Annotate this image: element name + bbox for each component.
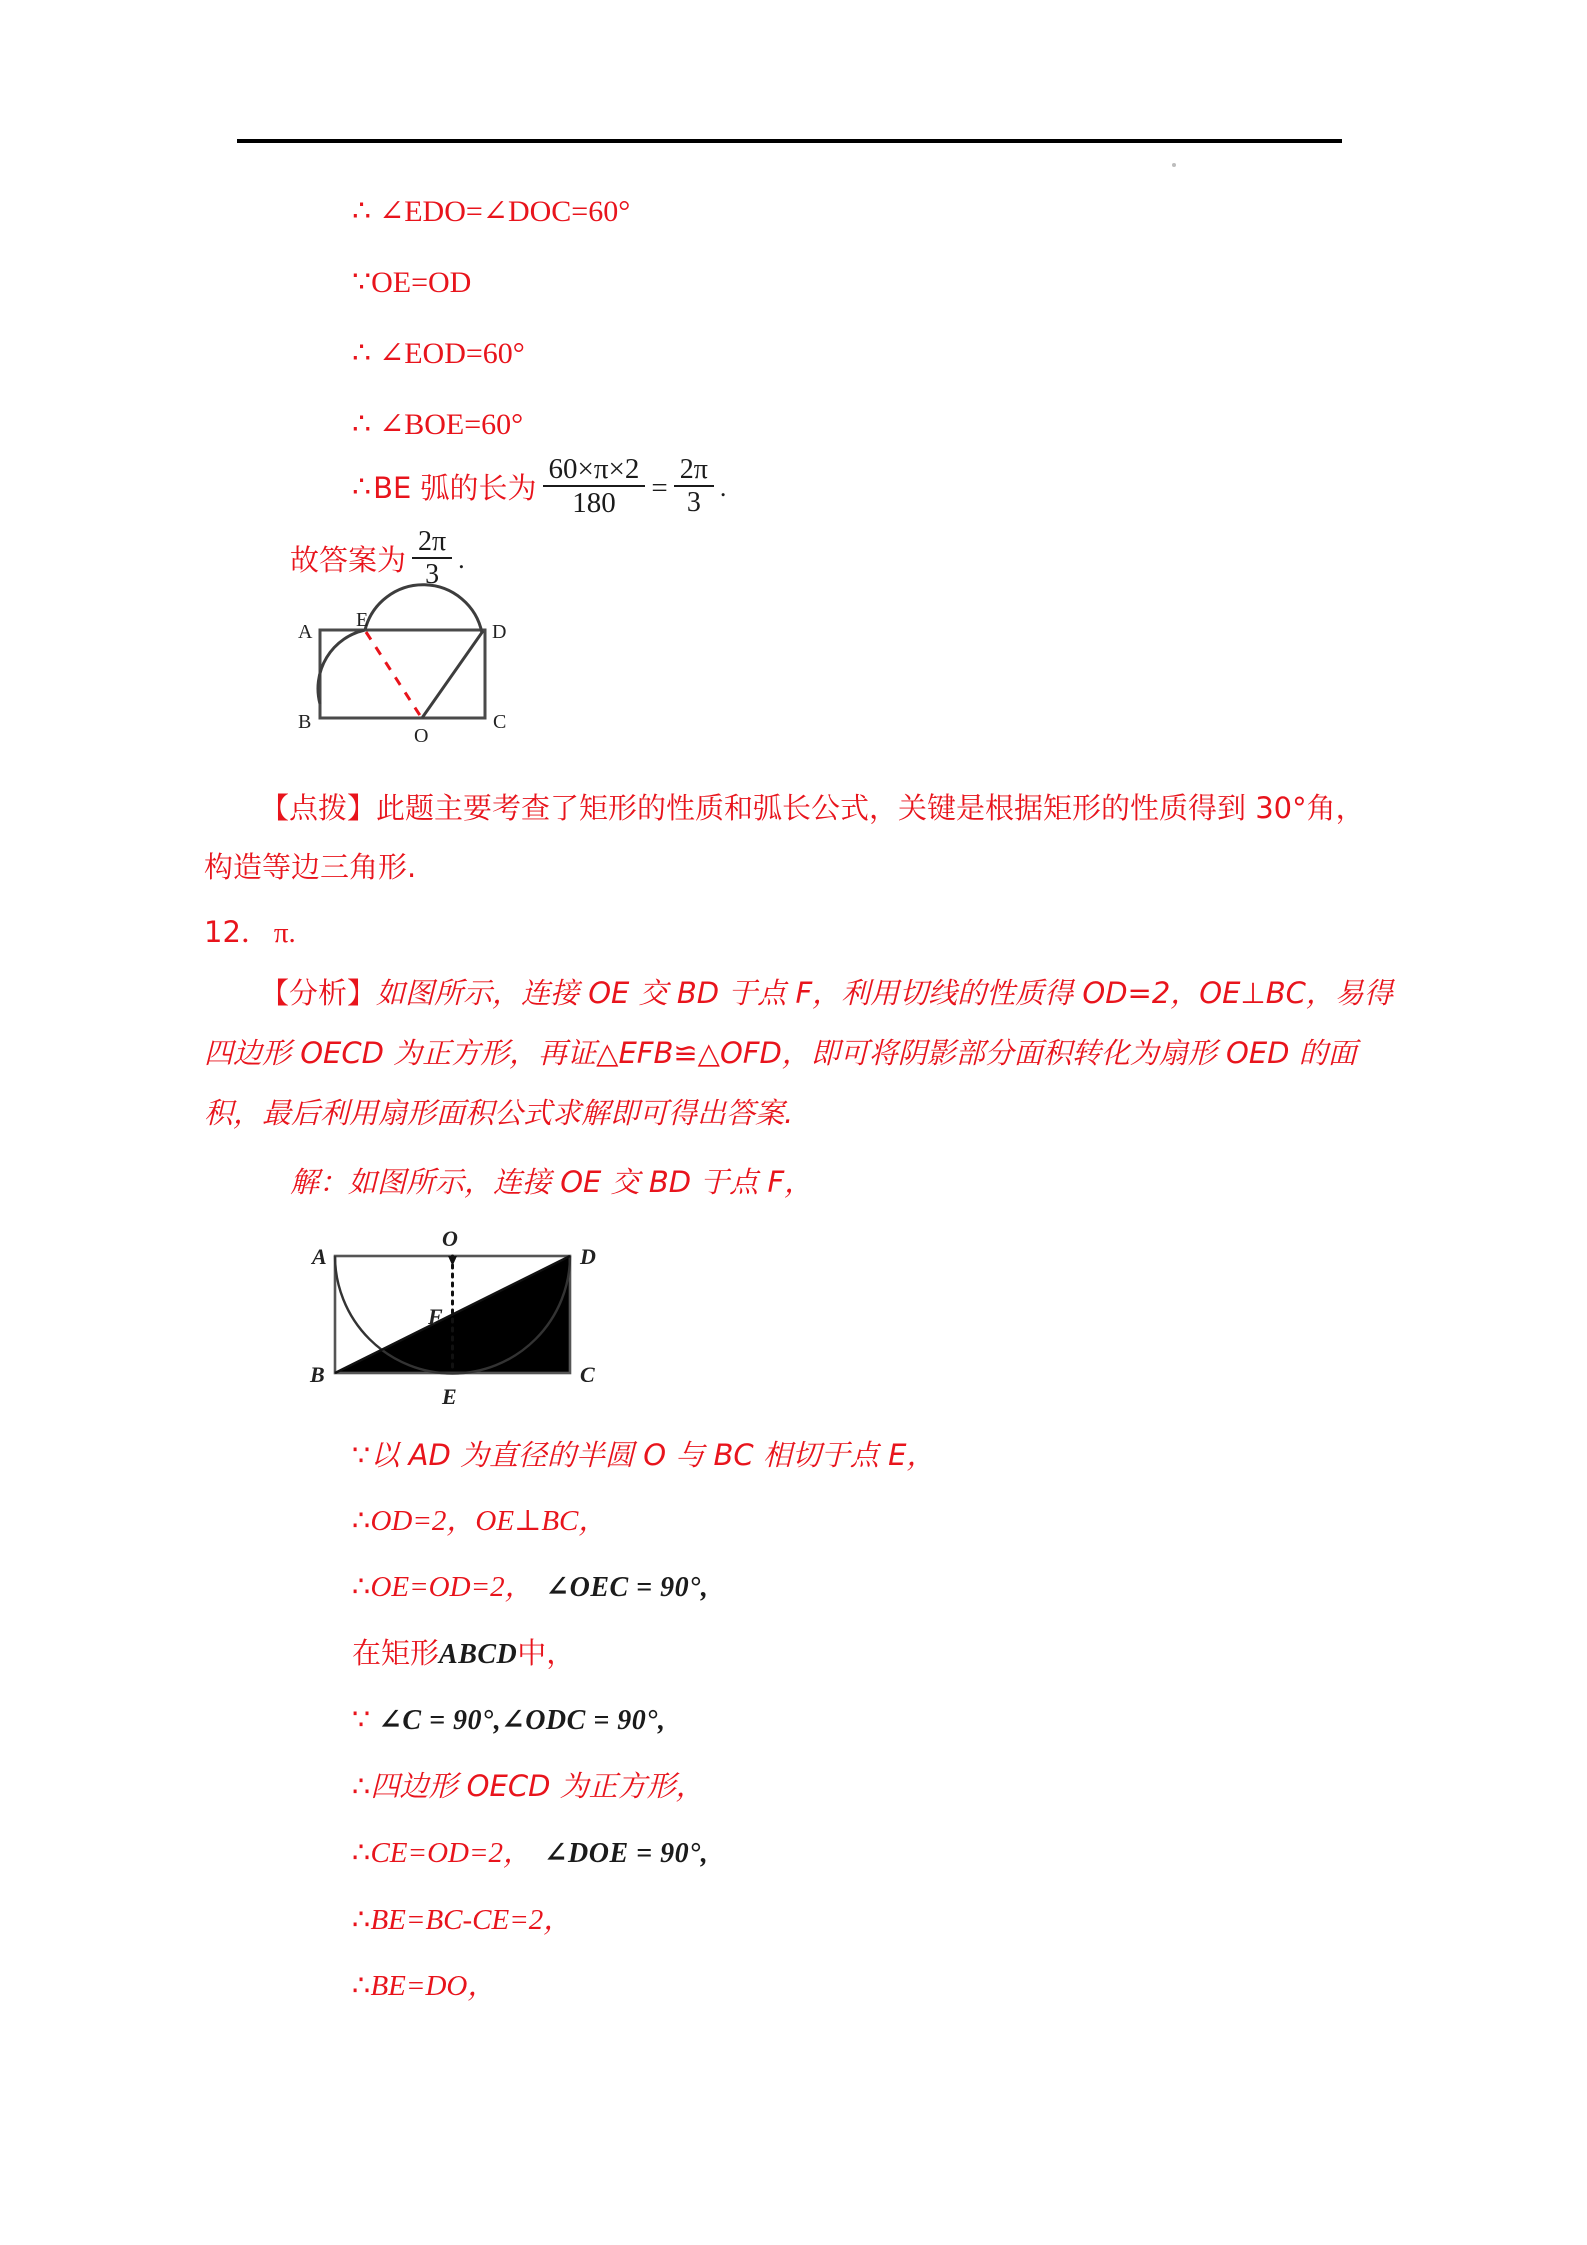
proof2-line-3 [352, 1569, 709, 1603]
proof2-line-8-text: BE=BC-CE=2， [370, 1904, 573, 1936]
segment-od [422, 631, 483, 718]
equals-sign: = [651, 471, 668, 504]
item-12-heading [204, 915, 296, 949]
rectangle-abcd-outline [320, 630, 485, 718]
therefore-symbol: ∴ [352, 1503, 371, 1537]
answer-fraction-denominator: 3 [425, 559, 440, 591]
proof2-line-1-text: 以 AD 为直径的半圆 O 与 BC 相切于点 E， [370, 1438, 936, 1472]
arc-be-left [318, 630, 365, 704]
analysis-line-3 [204, 1096, 794, 1130]
proof2-line-2 [352, 1503, 608, 1537]
proof2-line-6-text: 四边形 OECD 为正方形， [370, 1769, 705, 1803]
figure2-label-E: E [442, 1384, 457, 1409]
arc-fraction-1-numerator: 60×π×2 [548, 453, 640, 485]
point-o-marker [448, 1256, 457, 1266]
analysis-tag: 【分析】 [260, 976, 377, 1010]
proof-line-3 [352, 339, 525, 369]
proof2-line-2-text: OD=2，OE⊥BC， [370, 1505, 608, 1537]
therefore-symbol: ∴ [352, 337, 372, 370]
figure-rectangle-arc [290, 608, 550, 758]
proof2-line-6 [352, 1769, 705, 1803]
proof-line-3-text: ∠EOD=60° [379, 337, 525, 370]
therefore-symbol: ∴ [352, 1769, 371, 1803]
proof2-line-8 [352, 1902, 573, 1936]
figure2-label-C: C [580, 1362, 595, 1387]
proof2-line-1 [352, 1438, 936, 1472]
proof-line-4-text: ∠BOE=60° [379, 408, 524, 441]
arc-fraction-2 [674, 454, 714, 519]
dashed-segment-eo [366, 632, 421, 717]
figure2-label-F: F [428, 1304, 443, 1329]
figure2-label-O: O [442, 1226, 458, 1251]
arc-line-period: . [719, 473, 727, 503]
proof2-line-3-text: OE=OD=2， [370, 1571, 534, 1603]
therefore-symbol: ∴ [352, 1569, 371, 1603]
proof-line-1-text: ∠EDO=∠DOC=60° [379, 195, 631, 228]
hint-line-2 [204, 850, 417, 884]
proof2-line-5-equation: ∠C = 90°,∠ODC = 90°, [378, 1705, 666, 1736]
proof2-line-5 [352, 1702, 666, 1736]
arc-fraction-1-denominator: 180 [572, 487, 616, 520]
figure1-label-A: A [298, 621, 313, 643]
analysis-line-1-text: 如图所示，连接 OE 交 BD 于点 F，利用切线的性质得 OD=2，OE⊥BC，易得 [376, 976, 1393, 1010]
answer-fraction-numerator: 2π [418, 526, 447, 557]
hint-line-1-text: 此题主要考查了矩形的性质和弧长公式，关键是根据矩形的性质得到 30°角， [376, 791, 1365, 825]
arc-length-line [352, 455, 726, 522]
proof2-line-9 [352, 1968, 497, 2002]
solution-prefix: 解： [290, 1165, 349, 1199]
proof2-line-4 [352, 1636, 576, 1670]
proof2-line-7 [352, 1835, 709, 1869]
solution-line [290, 1165, 814, 1199]
proof2-line-4-suffix: 中， [517, 1636, 576, 1670]
arc-fraction-2-denominator: 3 [686, 487, 701, 519]
figure1-label-B: B [298, 711, 312, 733]
proof2-line-7-equation: ∠DOE = 90°, [544, 1838, 709, 1869]
answer-fraction [412, 526, 452, 591]
because-symbol: ∵ [352, 1438, 371, 1472]
shaded-region [335, 1256, 584, 1446]
therefore-symbol: ∴ [352, 1902, 371, 1936]
proof-line-2 [352, 268, 471, 298]
item-12-number: 12． [204, 915, 270, 949]
arc-length-prefix: BE 弧的长为 [373, 470, 537, 505]
proof2-line-4-prefix: 在矩形 [352, 1636, 440, 1670]
because-symbol: ∵ [352, 1702, 371, 1736]
figure1-label-O: O [414, 725, 429, 747]
answer-prefix: 故答案为 [290, 542, 407, 577]
therefore-symbol: ∴ [352, 471, 372, 505]
proof-line-2-text: OE=OD [371, 266, 472, 299]
arc-fraction-1 [543, 453, 646, 520]
answer-line-period: . [458, 545, 465, 575]
item-12-answer: π. [273, 917, 296, 949]
figure2-label-A: A [312, 1244, 327, 1269]
therefore-symbol: ∴ [352, 195, 372, 228]
proof2-line-7-text: CE=OD=2， [370, 1837, 533, 1869]
proof-line-4 [352, 410, 523, 440]
hint-tag: 【点拨】 [260, 791, 377, 825]
proof-line-1 [352, 197, 630, 227]
proof2-line-3-equation: ∠OEC = 90°, [545, 1572, 709, 1603]
therefore-symbol: ∴ [352, 1968, 371, 2002]
hint-line-2-text: 构造等边三角形. [204, 850, 417, 884]
header-rule [237, 139, 1342, 143]
proof2-line-4-equation: ABCD [439, 1639, 518, 1670]
figure1-label-E: E [356, 609, 369, 631]
figure2-label-D: D [580, 1244, 596, 1269]
analysis-line-3-text: 积，最后利用扇形面积公式求解即可得出答案. [204, 1096, 794, 1130]
analysis-line-2 [204, 1036, 1357, 1070]
because-symbol: ∵ [352, 266, 372, 299]
figure-rectangle-shaded [290, 1228, 630, 1428]
hint-line-1 [260, 791, 1365, 825]
answer-line [290, 528, 465, 593]
proof2-line-9-text: BE=DO， [370, 1970, 497, 2002]
header-dot-mark [1172, 163, 1176, 167]
figure1-label-C: C [493, 711, 507, 733]
analysis-line-1 [260, 976, 1393, 1010]
therefore-symbol: ∴ [352, 1835, 371, 1869]
figure1-label-D: D [492, 621, 507, 643]
arc-fraction-2-numerator: 2π [679, 454, 708, 486]
analysis-line-2-text: 四边形 OECD 为正方形，再证△EFB≌△OFD，即可将阴影部分面积转化为扇形 OED 的面 [204, 1036, 1357, 1070]
therefore-symbol: ∴ [352, 408, 372, 441]
figure2-label-B: B [310, 1362, 325, 1387]
solution-line-text: 如图所示，连接 OE 交 BD 于点 F， [348, 1165, 814, 1199]
